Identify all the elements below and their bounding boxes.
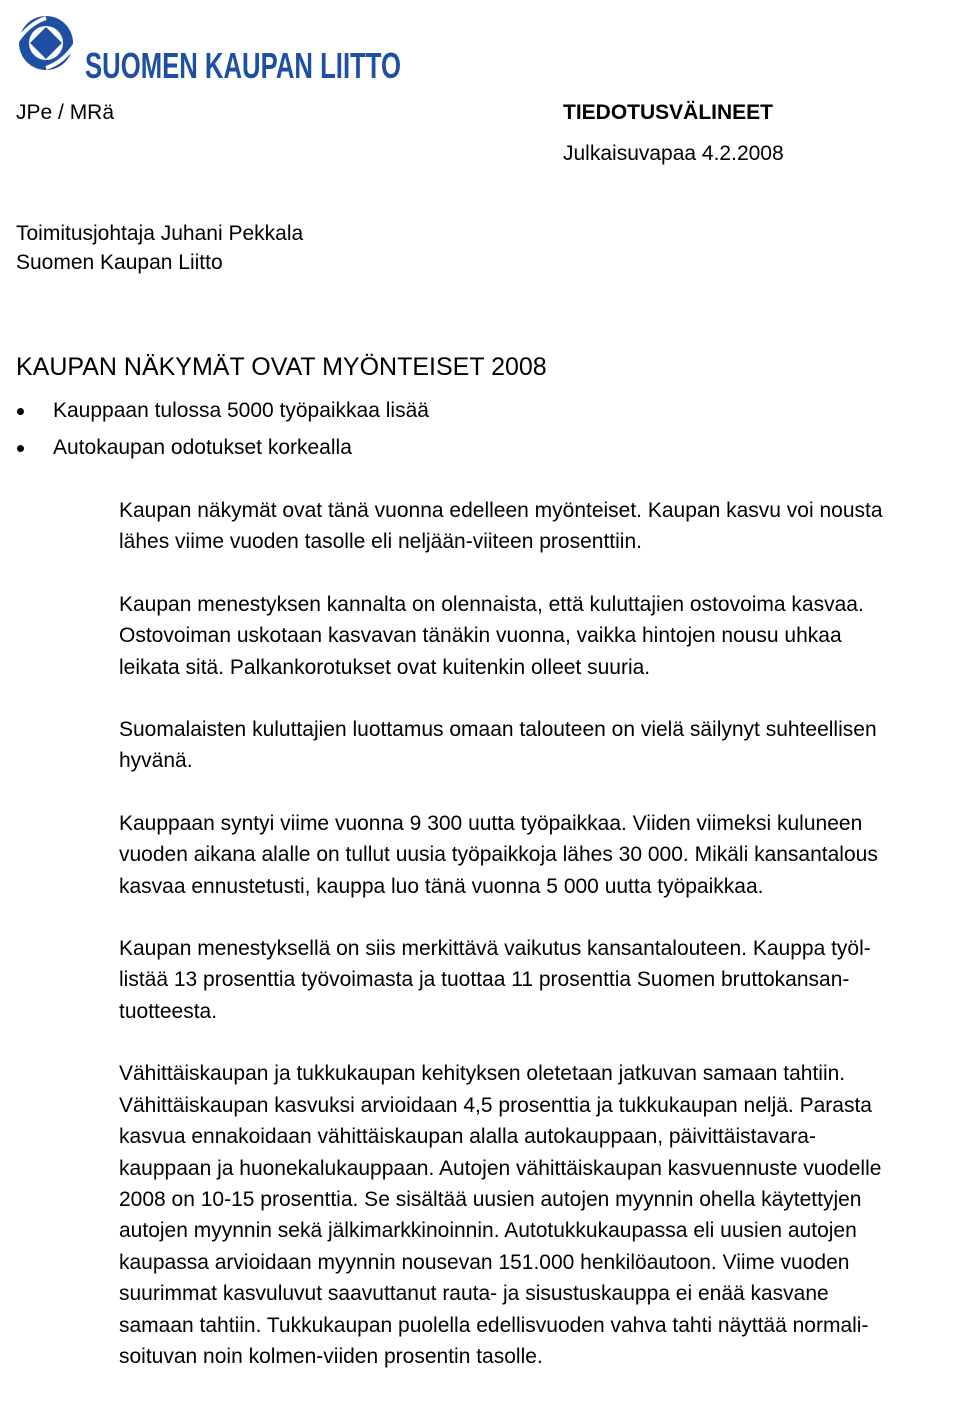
organization-logo	[14, 12, 404, 84]
paragraph-line: hyvänä.	[119, 749, 193, 773]
paragraph-line: Kaupan menestyksen kannalta on olennaista, että kuluttajien ostovoima kasvaa.	[119, 592, 864, 616]
author-organization: Suomen Kaupan Liitto	[16, 251, 223, 274]
logo-mark-icon	[14, 12, 404, 84]
paragraph	[119, 808, 960, 902]
paragraph-line: listää 13 prosenttia työvoimasta ja tuottaa 11 prosenttia Suomen bruttokansan-	[119, 968, 850, 992]
paragraph-line: Kauppaan syntyi viime vuonna 9 300 uutta työpaikkaa. Viiden viimeksi kuluneen	[119, 811, 863, 835]
author-block	[16, 219, 303, 277]
release-date: Julkaisuvapaa 4.2.2008	[563, 142, 784, 165]
paragraph-line: vuoden aikana alalle on tullut uusia työpaikkoja lähes 30 000. Mikäli kansantalous	[119, 843, 878, 867]
paragraph	[119, 933, 960, 1027]
logo-wordmark: SUOMEN KAUPAN LIITTO	[85, 45, 401, 86]
paragraph-line: Vähittäiskaupan ja tukkukaupan kehityksen oletetaan jatkuvan samaan tahtiin.	[119, 1062, 846, 1086]
distribution-label: TIEDOTUSVÄLINEET	[563, 101, 774, 124]
key-point-item	[16, 397, 429, 434]
paragraph-line: leikata sitä. Palkankorotukset ovat kuitenkin olleet suuria.	[119, 655, 651, 679]
paragraph-line: suurimmat kasvuluvut saavuttanut rauta- ja sisustuskauppa ei enää kasvane	[119, 1282, 829, 1306]
paragraph	[119, 589, 960, 683]
key-point-item	[16, 434, 429, 471]
paragraph-line: Kaupan menestyksellä on siis merkittävä vaikutus kansantalouteen. Kauppa työl-	[119, 937, 871, 961]
document-reference: JPe / MRä	[16, 101, 115, 124]
paragraph	[119, 495, 960, 558]
key-point-text: Autokaupan odotukset korkealla	[53, 436, 352, 459]
paragraph-line: kaupassa arvioidaan myynnin nousevan 151.000 henkilöautoon. Viime vuoden	[119, 1250, 850, 1274]
author-name: Toimitusjohtaja Juhani Pekkala	[16, 222, 304, 245]
key-points-list	[16, 397, 429, 471]
paragraph-line: soituvan noin kolmen-viiden prosentin tasolle.	[119, 1344, 543, 1368]
paragraph-line: Ostovoiman uskotaan kasvavan tänäkin vuonna, vaikka hintojen nousu uhkaa	[119, 624, 842, 648]
bullet-icon	[17, 445, 24, 452]
paragraph-line: Kaupan näkymät ovat tänä vuonna edelleen myönteiset. Kaupan kasvu voi nousta	[119, 499, 883, 522]
paragraph-line: 2008 on 10-15 prosenttia. Se sisältää uusien autojen myynnin ohella käytettyjen	[119, 1187, 862, 1211]
paragraph-line: kauppaan ja huonekalukauppaan. Autojen vähittäiskaupan kasvuennuste vuodelle	[119, 1156, 882, 1180]
paragraph-line: Suomalaisten kuluttajien luottamus omaan talouteen on vielä säilynyt suhteellisen	[119, 718, 877, 742]
paragraph-line: kasvua ennakoidaan vähittäiskaupan alalla autokauppaan, päivittäistavara-	[119, 1125, 816, 1149]
paragraph-line: kasvaa ennustetusti, kauppa luo tänä vuonna 5 000 uutta työpaikkaa.	[119, 874, 764, 898]
bullet-icon	[17, 408, 24, 415]
paragraph	[119, 1058, 960, 1372]
paragraph	[119, 714, 960, 777]
paragraph-line: Vähittäiskaupan kasvuksi arvioidaan 4,5 prosenttia ja tukkukaupan neljä. Parasta	[119, 1093, 872, 1117]
paragraph-line: samaan tahtiin. Tukkukaupan puolella edellisvuoden vahva tahti näyttää normali-	[119, 1313, 869, 1337]
article-body	[119, 495, 960, 1403]
paragraph-line: autojen myynnin sekä jälkimarkkinoinnin. Autotukkukaupassa eli uusien autojen	[119, 1219, 857, 1243]
paragraph-line: lähes viime vuoden tasolle eli neljään-viiteen prosenttiin.	[119, 530, 642, 554]
key-point-text: Kauppaan tulossa 5000 työpaikkaa lisää	[53, 399, 429, 422]
paragraph-line: tuotteesta.	[119, 999, 218, 1023]
headline: KAUPAN NÄKYMÄT OVAT MYÖNTEISET 2008	[16, 353, 547, 381]
